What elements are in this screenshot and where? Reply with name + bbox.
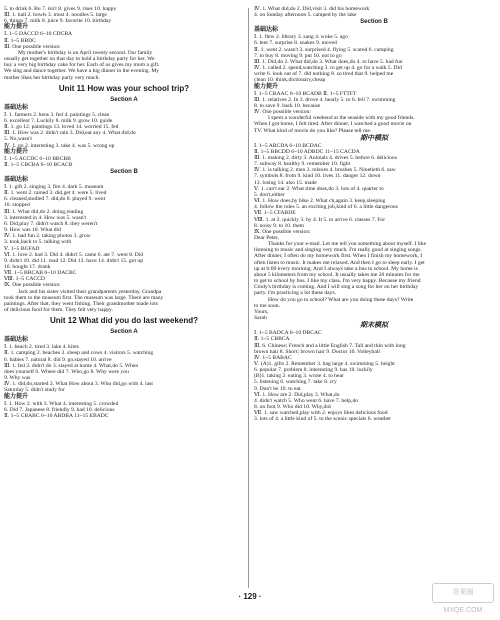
- answer-line: 5. to drink 6. Bu 7. isn't 8. gives 9. rises 10. happy: [4, 6, 117, 12]
- answer-line: Ⅲ. 1. How was 2. didn't rain 3. Did,eat any 4. What did,do: [4, 130, 136, 137]
- answer-line: Sarah: [254, 315, 267, 322]
- answer-line: buy a very big birthday cake for her. Each of us gives my mum a gift.: [4, 62, 160, 69]
- answer-line: 6. babies 7. natural 8. did 9. go,stayed 10. arrive: [4, 356, 112, 363]
- answer-line: 10. stopped: [4, 202, 30, 209]
- section-heading: 基础达标: [4, 337, 29, 344]
- section-heading: 能力提升: [4, 24, 29, 31]
- answer-line: Ⅰ. 1~5 DACCD 6~10 CDCBA: [4, 31, 73, 38]
- column-divider: [248, 8, 249, 588]
- answer-line: 6. popular 7. problem 8. interesting 9. has 10. luckily: [254, 367, 373, 374]
- paragraph-line: Jack and his sister visited their grandparents yesterday. Grandpa: [18, 288, 162, 295]
- exam-title: 期末模拟: [360, 321, 388, 330]
- answer-line: Ⅰ. 1~5 CBAAC 6~10 BCADB Ⅱ. 1~5 FTTFT: [254, 90, 357, 97]
- answer-line: Ⅱ. 1. go 12. paintings 13. loved 14. worried 15. fed: [4, 124, 119, 131]
- answer-line: 4. didn't watch 5. Who went 6. have 7. help,do: [254, 397, 359, 404]
- answer-line: about 5 kilometers from my school. It usually takes me 20 minutes for me: [254, 271, 420, 278]
- answer-line: 4. on Sunday afternoon 5. camped by the lake: [254, 12, 357, 19]
- answer-line: took them to the museum first. The museum was large. There are many: [4, 294, 164, 301]
- answer-line: 3. took,back to 5. talking with: [4, 239, 72, 246]
- answer-line: to me soon.: [254, 302, 280, 309]
- answer-line: 16. bought 17. drank: [4, 264, 51, 270]
- unit-title: Unit 12 What did you do last weekend?: [49, 316, 198, 326]
- answer-line: Saturday 5. didn't study for: [4, 387, 65, 394]
- answer-line: Ⅶ. 1. saw watched,play with 2. enjoys likes delicious food: [254, 410, 388, 417]
- section-heading: 能力提升: [4, 393, 29, 400]
- section-heading: 能力提升: [4, 148, 29, 155]
- answer-line: Ⅱ. 1~5 CBCBA 6~10 BCACB: [4, 161, 73, 168]
- section-heading: 基础达标: [4, 104, 29, 111]
- answer-line: Ⅳ. One possible version:: [254, 109, 311, 116]
- answer-line: Ⅲ. 1. ball 2. bowls 3. most 4. noodles 5. large: [4, 12, 107, 19]
- answer-line: Ⅳ. 1. had fun 2. taking photos 3. grow: [4, 233, 91, 240]
- answer-line: 9. didn't 10. did 11. read 12. Did 13. have 14. didn't 15. got up: [4, 257, 143, 264]
- section-title: Section B: [360, 19, 388, 26]
- answer-line: 7. subway 8. healthy 9. remember 10. fight: [254, 161, 351, 168]
- answer-line: 3. lots of 4. a little kind of 5. to the scenic specials 6. weather: [254, 416, 392, 423]
- answer-line: brown hair 8. Short; brown hair 9. Doctor 10. Volleyball: [254, 348, 380, 355]
- answer-line: Ⅲ. 6. Chinese; French and a little English 7. Tall and thin with long: [254, 342, 406, 349]
- answer-line: Ⅴ. 1. can't ear 2. What time does,do 3. lots of 4. quarter to: [254, 185, 384, 192]
- answer-line: When I got home, I felt tired. After dinner, I watched a good movie on: [254, 121, 412, 128]
- answer-line: (B)1. taking 2. eating 3. wrote 4. to hear: [254, 373, 344, 380]
- paragraph-line: I spent a wonderful weekend at the seaside with my good friends.: [268, 115, 415, 122]
- answer-line: Ⅶ. 1~5 CFABDE: [254, 210, 296, 217]
- answer-line: Ⅰ. 1. How 2. with 3. What 4. interesting 5. crowded: [4, 400, 119, 407]
- answer-line: Ⅲ. 1. relatives 2. In 3. drove 4. hearly 5. to 6. fell 7. swimming: [254, 96, 396, 103]
- answer-line: Ⅳ. 1. What did,do 2. Did,visit 3. did his homework: [254, 6, 370, 12]
- answer-line: Ⅱ. 1. went 2. rained 3. did,get 4. were 5. lived: [4, 190, 107, 197]
- answer-line: Ⅱ. 1~5 CBBCA: [254, 336, 290, 343]
- answer-line: paintings. After that, they went fishing. Their grandmother made lots: [4, 300, 159, 307]
- answer-line: Ⅳ. 1. go 2. interesting 3. take 4. was 5. wrong up: [4, 142, 115, 149]
- answer-line: 5. don't,either: [254, 191, 285, 198]
- answer-line: Ⅵ. 1. love 2. had 3. Did 4. didn't 5. came 6. ate 7. went 8. Did: [4, 251, 144, 258]
- answer-line: Ⅶ. 1~5 BBCAB 6~10 DACBC: [4, 270, 77, 277]
- page-number: · 129 ·: [238, 592, 262, 601]
- answer-line: mother likes her birthday party very much.: [4, 74, 100, 81]
- unit-title: Unit 11 How was your school trip?: [58, 83, 190, 93]
- answer-line: Ⅱ. 1. went 2. wasn't 3. surprised 4. flying 5. scared 6. camping: [254, 46, 394, 53]
- answer-line: 9. Don't be 10. to eat: [254, 385, 301, 392]
- answer-line: of delicious food for them. They felt very happy.: [4, 307, 113, 314]
- answer-line: Ⅰ. 1. flew 2. library 3. sang 4. woke 5. ago: [254, 34, 348, 41]
- answer-line: Ⅷ. 1~5 CACCD: [4, 276, 45, 283]
- answer-line: Ⅰ. 1. beach 2. tired 3. lake 4. kites: [4, 344, 79, 351]
- answer-line: Ⅱ. 1~5 BBCDD 6~10 ADBDC 11~15 CACDA: [254, 148, 360, 155]
- answer-line: 6. Did 7. Japanese 8. friendly 9. had 10. delicious: [4, 406, 115, 413]
- answer-line: Ⅲ. One possible version:: [4, 43, 61, 50]
- answer-line: Ⅴ. (A)1. gifts 2. Remember 3. bag large 4. swimming 5. height: [254, 360, 395, 367]
- answer-line: Cindy's birthday is coming. And I will sing a song for her on her birthday: [254, 284, 419, 291]
- answer-line: Ⅳ. 1. did,do,started 2. What How about 3. Who did,go with 4. last: [4, 381, 153, 388]
- answer-line: Ⅵ. 1. How does,by bike 2. What ch,again 3. keep,sleeping: [254, 198, 386, 205]
- answer-line: Ⅱ. 1. camping 2. beaches 3. sheep and cows 4. visitors 5. watching: [4, 350, 154, 357]
- answer-line: Ⅵ. 1. How are 2. Did,play 3. What,do: [254, 391, 340, 398]
- answer-line: Ⅳ. 1. is talking 2. men 3. relaxes 4. brushes 5. Ninetieth 6. saw: [254, 167, 396, 174]
- answer-line: Ⅱ. 1~5 BBDC: [4, 37, 36, 44]
- answer-line: does yourself 6. Where did 7. Who,go 8. Why were you: [4, 368, 129, 375]
- answer-line: often listen to music. It makes me relaxed. And then I go to sleep early. I get: [254, 259, 425, 266]
- answer-line: Ⅲ. 1. Did,do 2. What did,do 3. What does,do 4. to have 5. had fun: [254, 58, 403, 65]
- answer-line: Ⅰ. 1~5 ACCDC 6~10 BBCBB: [4, 155, 71, 162]
- answer-line: Ⅰ. 1~5 BADCA 6~10 DBCAC: [254, 330, 322, 337]
- section-heading: 基础达标: [4, 176, 29, 183]
- answer-line: Ⅳ. 1. called 2. spend,watching 3. to get up 4. go for a walk 5. Did: [254, 65, 402, 72]
- answer-line: 8. to save 9. back 10. because: [254, 102, 321, 109]
- answer-line: Ⅲ. 1. What did,do 2. doing,reading: [4, 208, 84, 215]
- watermark-logo: 答案圈 MXQE.COM: [432, 583, 494, 603]
- answer-line: 6. Did,play 7. didn't watch 8. they weren't: [4, 220, 98, 227]
- answer-line: listening to music and singing very much. I'm really good at singing songs.: [254, 247, 422, 254]
- answer-line: We sing and dance together. We have a big dinner in the evening. My: [4, 68, 160, 75]
- answer-line: 5. listening 6. watching 7. take 8. cry: [254, 379, 337, 386]
- answer-line: Ⅸ. One possible version:: [254, 228, 311, 235]
- answer-line: Ⅰ. 1~5 ABCDA 6~10 BCDAC: [254, 142, 322, 149]
- answer-line: usually get together on that day to hold a birthday party for her. We: [4, 56, 155, 63]
- exam-title: 期中模拟: [360, 133, 388, 142]
- paragraph-line: How do you go to school? What are you doing these days? Write: [268, 296, 414, 303]
- answer-line: clean 10. think,dictionary,cheap: [254, 77, 326, 84]
- answer-line: 9. Why was: [4, 375, 31, 382]
- paragraph-line: Thanks for your e-mail. Let me tell you something about myself. I like: [268, 241, 427, 248]
- answer-line: 7. symbols 8. from 9. kind 10. lives 11. danger 12. down: [254, 173, 381, 180]
- answer-line: Ⅲ. 1. fed 2. didn't do 3. stayed at home 4. What,do 5. When: [4, 362, 139, 369]
- answer-line: Dear Peter,: [254, 235, 279, 241]
- answer-line: 4. follow the rules 5. an exciting job,kind of 6. a little dangerous: [254, 204, 398, 211]
- section-heading: 基础达标: [254, 27, 279, 34]
- answer-line: Ⅲ. 1. making 2. dirty 3. Animals 4. drives 5. before 6. delicious: [254, 154, 397, 161]
- answer-line: 13. losing 14. also 15. made: [254, 179, 317, 186]
- answer-line: Ⅰ. 1. farmers 2. hens 3. fed 4. paintings 5. clean: [4, 111, 110, 118]
- answer-line: Ⅱ. 1~5 CBABC 6~10 ABDBA 11~15 EBADC: [4, 412, 109, 419]
- answer-line: 6. tent 7. surprise 8. snakes 9. moved: [254, 40, 337, 47]
- answer-line: 5. No,wasn't: [4, 136, 32, 143]
- answer-line: 6. cleaned,studied 7. did,do 8. played 9. went: [4, 196, 106, 203]
- answer-line: to get to school by bus. I like my class. I'm very happy. Because my friend: [254, 278, 421, 285]
- answer-line: TV. What kind of movie do you like? Please tell me.: [254, 127, 372, 134]
- right-answer-column: [254, 6, 494, 423]
- answer-line: Ⅸ. One possible version:: [4, 282, 61, 289]
- section-title: Section A: [110, 96, 138, 103]
- answer-line: 6. excellent 7. Luckily 8. milk 9. grow 10. guide: [4, 117, 113, 124]
- answer-line: Ⅳ. 1~5 BABAC: [254, 354, 292, 361]
- answer-line: 3. interested in 4. How was 5. wasn't: [4, 214, 87, 221]
- answer-line: 9. How was 10. What did: [4, 227, 61, 234]
- answer-line: Yours,: [254, 308, 269, 315]
- section-title: Section A: [110, 329, 138, 336]
- section-heading: 能力提升: [254, 83, 279, 90]
- answer-line: 8. noisy 9. to 10. them: [254, 222, 305, 229]
- left-answer-column: [4, 6, 244, 419]
- answer-line: 8. on foot 9. Who did 10. Why,did: [254, 404, 331, 411]
- answer-line: Ⅴ. 1~5 BGFAD: [4, 245, 40, 252]
- answer-line: Ⅷ. 1. at 2. quickly 3. by 4. It 5. to arrive 6. classes 7. For: [254, 216, 386, 223]
- answer-line: party. I'm practicing a lot these days.: [254, 290, 337, 297]
- answer-line: 6. things 7. milk 8. juice 9. favorite 10. birthday: [4, 18, 112, 25]
- paragraph-line: My mother's birthday is on April twenty second. Our family: [18, 49, 153, 56]
- answer-line: After dinner, I often do my homework first. When I finish my homework, I: [254, 253, 423, 260]
- answer-line: up at 6:00 every morning. And I always take a bus to school. My home is: [254, 265, 418, 272]
- answer-line: Ⅰ. 1. gift 2. singing 3. fire 4. dark 5. museum: [4, 183, 104, 190]
- answer-line: write 6. look out of 7. did nothing 8. so tired that 9. helped me: [254, 71, 394, 78]
- section-title: Section B: [110, 168, 138, 175]
- answer-line: 7. to buy 8. moving 9. put 10. not to go: [254, 52, 342, 59]
